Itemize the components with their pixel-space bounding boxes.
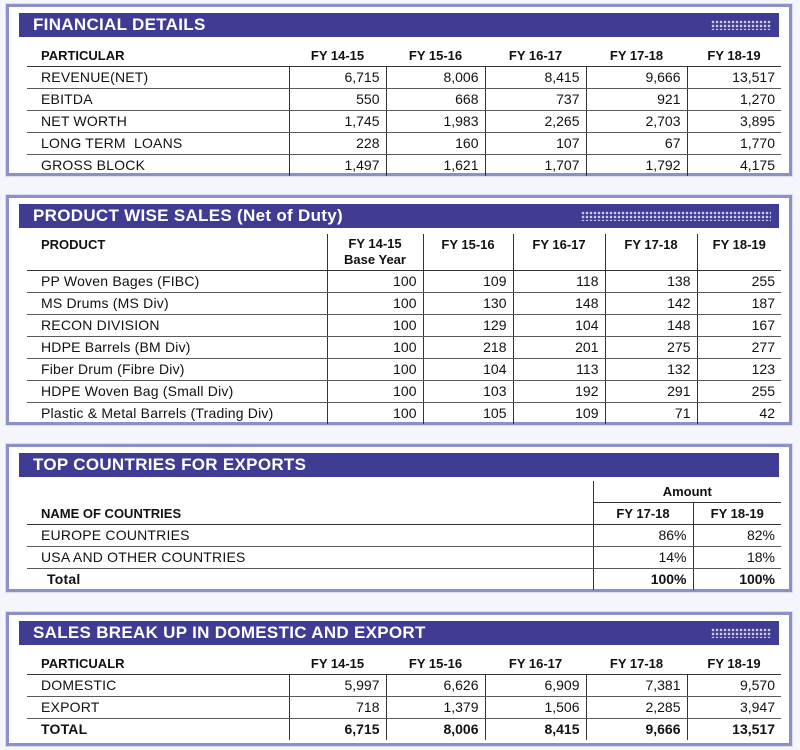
top-countries-exports-table [27,481,781,590]
cell-value: 201 [513,337,605,359]
top-countries-exports-header [19,453,779,477]
cell-value: 86% [593,525,693,547]
column-header: FY 18-19 [687,653,781,675]
base-year-label: Base Year [344,252,406,267]
cell-value: 100 [327,271,423,293]
row-label: PP Woven Bages (FIBC) [27,271,327,293]
row-label: NET WORTH [27,111,289,133]
column-header: FY 17-18 [593,503,693,525]
cell-value: 668 [386,89,485,111]
cell-value: 103 [423,381,513,403]
column-header: FY 17-18 [605,234,697,271]
cell-value: 160 [386,133,485,155]
column-header: FY 15-16 [423,234,513,271]
total-value: 9,666 [586,719,687,741]
cell-value: 277 [697,337,781,359]
cell-value: 3,895 [687,111,781,133]
table-row [27,293,781,315]
row-label: MS Drums (MS Div) [27,293,327,315]
cell-value: 42 [697,403,781,425]
table-total-row [27,569,781,591]
table-row [27,403,781,425]
row-label: EUROPE COUNTRIES [27,525,593,547]
sales-break-up-header [19,621,779,645]
table-header-row [27,45,781,67]
cell-value: 1,379 [386,697,485,719]
cell-value: 67 [586,133,687,155]
table-row [27,89,781,111]
cell-value: 1,745 [289,111,386,133]
cell-value: 5,997 [289,675,386,697]
table-row [27,133,781,155]
cell-value: 9,570 [687,675,781,697]
cell-value: 3,947 [687,697,781,719]
sales-break-up-table [27,653,781,740]
column-header: FY 14-15 [289,45,386,67]
cell-value: 107 [485,133,586,155]
column-header: PARTICUALR [27,653,289,675]
column-header: PARTICULAR [27,45,289,67]
column-header: FY 17-18 [586,45,687,67]
product-wise-sales-header [19,204,779,228]
table-row [27,155,781,177]
table-row [27,359,781,381]
cell-value: 100 [327,315,423,337]
cell-value: 142 [605,293,697,315]
cell-value: 2,703 [586,111,687,133]
cell-value: 9,666 [586,67,687,89]
row-label: HDPE Woven Bag (Small Div) [27,381,327,403]
cell-value: 148 [605,315,697,337]
table-row [27,67,781,89]
cell-value: 132 [605,359,697,381]
cell-value: 192 [513,381,605,403]
table-row [27,697,781,719]
cell-value: 2,265 [485,111,586,133]
product-wise-sales-panel [6,195,792,425]
total-label: TOTAL [41,721,88,737]
cell-value: 82% [693,525,781,547]
financial-details-title: FINANCIAL DETAILS [33,15,206,34]
total-value: 8,006 [386,719,485,741]
cell-value: 100 [327,403,423,425]
financial-details-header [19,13,779,37]
dotted-pattern-decoration [581,211,771,221]
cell-value: 4,175 [687,155,781,177]
column-header: FY 16-17 [513,234,605,271]
total-value: 13,517 [687,719,781,741]
cell-value: 123 [697,359,781,381]
row-label: HDPE Barrels (BM Div) [27,337,327,359]
row-label: Fiber Drum (Fibre Div) [27,359,327,381]
cell-value: 275 [605,337,697,359]
cell-value: 737 [485,89,586,111]
cell-value: 100 [327,293,423,315]
cell-value: 138 [605,271,697,293]
column-header: FY 16-17 [485,653,586,675]
table-total-row [27,719,781,741]
sales-break-up-title: SALES BREAK UP IN DOMESTIC AND EXPORT [33,623,426,642]
row-label: EBITDA [27,89,289,111]
row-label: USA AND OTHER COUNTRIES [27,547,593,569]
financial-details-table [27,45,781,176]
total-value: 8,415 [485,719,586,741]
column-header: PRODUCT [27,234,327,271]
row-label: Plastic & Metal Barrels (Trading Div) [41,405,274,421]
cell-value: 100 [327,359,423,381]
column-header: FY 18-19 [693,503,781,525]
column-header: FY 15-16 [386,45,485,67]
column-header: FY 16-17 [485,45,586,67]
cell-value: 13,517 [687,67,781,89]
product-wise-sales-title: PRODUCT WISE SALES (Net of Duty) [33,206,343,225]
row-label: GROSS BLOCK [41,157,146,173]
cell-value: 218 [423,337,513,359]
top-countries-exports-panel [6,444,792,592]
cell-value: 118 [513,271,605,293]
table-row [27,271,781,293]
cell-value: 718 [289,697,386,719]
row-label: EXPORT [27,697,289,719]
cell-value: 228 [289,133,386,155]
cell-value: 187 [697,293,781,315]
row-label: RECON DIVISION [27,315,327,337]
column-header: FY 18-19 [697,234,781,271]
column-header: FY 14-15 [289,653,386,675]
cell-value: 100 [327,337,423,359]
column-header: FY 15-16 [386,653,485,675]
dotted-pattern-decoration [711,628,771,638]
cell-value: 18% [693,547,781,569]
table-group-header-row [27,481,781,503]
cell-value: 6,909 [485,675,586,697]
cell-value: 6,626 [386,675,485,697]
cell-value: 113 [513,359,605,381]
row-label: REVENUE(NET) [27,67,289,89]
cell-value: 109 [513,403,605,425]
cell-value: 255 [697,381,781,403]
cell-value: 1,270 [687,89,781,111]
cell-value: 71 [605,403,697,425]
column-header: NAME OF COUNTRIES [27,503,593,525]
table-header-row [27,653,781,675]
cell-value: 1,621 [386,155,485,177]
total-label: Total [47,571,81,587]
column-header: FY 14-15 [348,236,402,251]
table-row [27,547,781,569]
table-row [27,337,781,359]
cell-value: 129 [423,315,513,337]
cell-value: 1,497 [289,155,386,177]
cell-value: 1,506 [485,697,586,719]
amount-group-header: Amount [593,481,781,503]
cell-value: 14% [593,547,693,569]
cell-value: 109 [423,271,513,293]
column-header: FY 17-18 [586,653,687,675]
dotted-pattern-decoration [711,20,771,30]
cell-value: 1,983 [386,111,485,133]
cell-value: 7,381 [586,675,687,697]
cell-value: 1,792 [586,155,687,177]
row-label: LONG TERM LOANS [27,133,289,155]
cell-value: 921 [586,89,687,111]
total-value: 100% [593,569,693,591]
cell-value: 255 [697,271,781,293]
table-row [27,111,781,133]
cell-value: 105 [423,403,513,425]
cell-value: 100 [327,381,423,403]
cell-value: 167 [697,315,781,337]
table-row [27,525,781,547]
cell-value: 130 [423,293,513,315]
cell-value: 550 [289,89,386,111]
total-value: 6,715 [289,719,386,741]
cell-value: 148 [513,293,605,315]
cell-value: 8,006 [386,67,485,89]
table-header-row [27,503,781,525]
table-header-row [27,234,781,271]
table-row [27,381,781,403]
product-wise-sales-table [27,234,781,424]
cell-value: 104 [423,359,513,381]
row-label: DOMESTIC [27,675,289,697]
column-header-base-year [327,234,423,271]
table-row [27,315,781,337]
cell-value: 1,707 [485,155,586,177]
table-row [27,675,781,697]
cell-value: 104 [513,315,605,337]
cell-value: 1,770 [687,133,781,155]
column-header: FY 18-19 [687,45,781,67]
cell-value: 291 [605,381,697,403]
financial-details-panel [6,4,792,176]
cell-value: 2,285 [586,697,687,719]
cell-value: 8,415 [485,67,586,89]
cell-value: 6,715 [289,67,386,89]
top-countries-exports-title: TOP COUNTRIES FOR EXPORTS [33,455,307,474]
sales-break-up-panel [6,612,792,746]
total-value: 100% [693,569,781,591]
